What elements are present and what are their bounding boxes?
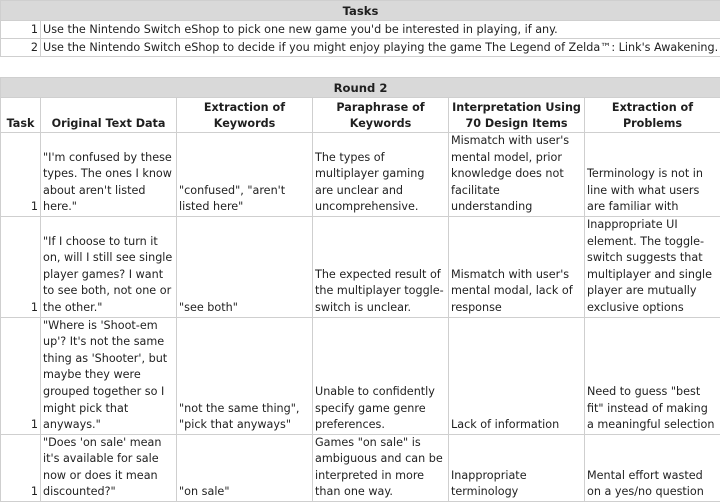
round-table	[0, 77, 720, 502]
tasks-title[interactable]: Tasks	[1, 1, 720, 21]
cell-paraphrase[interactable]: The expected result of the multiplayer toggle-switch is unclear.	[313, 216, 449, 317]
task-number[interactable]: 1	[1, 21, 41, 39]
cell-keywords[interactable]: "confused", "aren't listed here"	[177, 133, 313, 217]
cell-original[interactable]: "Where is 'Shoot-em up'? It's not the same thing as 'Shooter', but maybe they were grouped together so I might pick that anyways."	[41, 317, 177, 434]
spacer-row	[0, 57, 720, 77]
cell-interpretation[interactable]: Mismatch with user's mental modal, lack of response	[449, 216, 585, 317]
table-row	[1, 216, 720, 317]
cell-paraphrase[interactable]: The types of multiplayer gaming are unclear and uncomprehensive.	[313, 133, 449, 217]
table-row	[1, 133, 720, 217]
header-interpretation[interactable]: Interpretation Using 70 Design Items	[449, 98, 585, 133]
cell-keywords[interactable]: "not the same thing", "pick that anyways"	[177, 317, 313, 434]
header-problems[interactable]: Extraction of Problems	[585, 98, 720, 133]
task-text[interactable]: Use the Nintendo Switch eShop to decide if you might enjoy playing the game The Legend of Zelda™: Link's Awakening.	[41, 39, 720, 57]
table-row	[1, 317, 720, 434]
cell-paraphrase[interactable]: Unable to confidently specify game genre preferences.	[313, 317, 449, 434]
cell-task[interactable]: 1	[1, 434, 41, 501]
task-text[interactable]: Use the Nintendo Switch eShop to pick one new game you'd be interested in playing, if any.	[41, 21, 720, 39]
cell-keywords[interactable]: "on sale"	[177, 434, 313, 501]
task-row	[1, 21, 720, 39]
cell-problems[interactable]: Terminology is not in line with what users are familiar with	[585, 133, 720, 217]
header-keywords[interactable]: Extraction of Keywords	[177, 98, 313, 133]
task-row	[1, 39, 720, 57]
cell-problems[interactable]: Need to guess "best fit" instead of making a meaningful selection	[585, 317, 720, 434]
cell-paraphrase[interactable]: Games "on sale" is ambiguous and can be interpreted in more than one way.	[313, 434, 449, 501]
task-number[interactable]: 2	[1, 39, 41, 57]
round-title[interactable]: Round 2	[1, 78, 720, 98]
cell-interpretation[interactable]: Mismatch with user's mental model, prior knowledge does not facilitate understanding	[449, 133, 585, 217]
header-original[interactable]: Original Text Data	[41, 98, 177, 133]
cell-original[interactable]: "If I choose to turn it on, will I still see single player games? I want to see both, not one or the other."	[41, 216, 177, 317]
cell-task[interactable]: 1	[1, 216, 41, 317]
header-paraphrase[interactable]: Paraphrase of Keywords	[313, 98, 449, 133]
cell-keywords[interactable]: "see both"	[177, 216, 313, 317]
table-row	[1, 434, 720, 501]
cell-problems[interactable]: Mental effort wasted on a yes/no question	[585, 434, 720, 501]
cell-interpretation[interactable]: Inappropriate terminology	[449, 434, 585, 501]
cell-task[interactable]: 1	[1, 133, 41, 217]
cell-interpretation[interactable]: Lack of information	[449, 317, 585, 434]
cell-original[interactable]: "I'm confused by these types. The ones I know about aren't listed here."	[41, 133, 177, 217]
header-row	[1, 98, 720, 133]
header-task[interactable]: Task	[1, 98, 41, 133]
cell-problems[interactable]: Inappropriate UI element. The toggle-switch suggests that multiplayer and single player are mutually exclusive options	[585, 216, 720, 317]
tasks-table	[0, 0, 720, 57]
cell-task[interactable]: 1	[1, 317, 41, 434]
cell-original[interactable]: "Does 'on sale' mean it's available for sale now or does it mean discounted?"	[41, 434, 177, 501]
